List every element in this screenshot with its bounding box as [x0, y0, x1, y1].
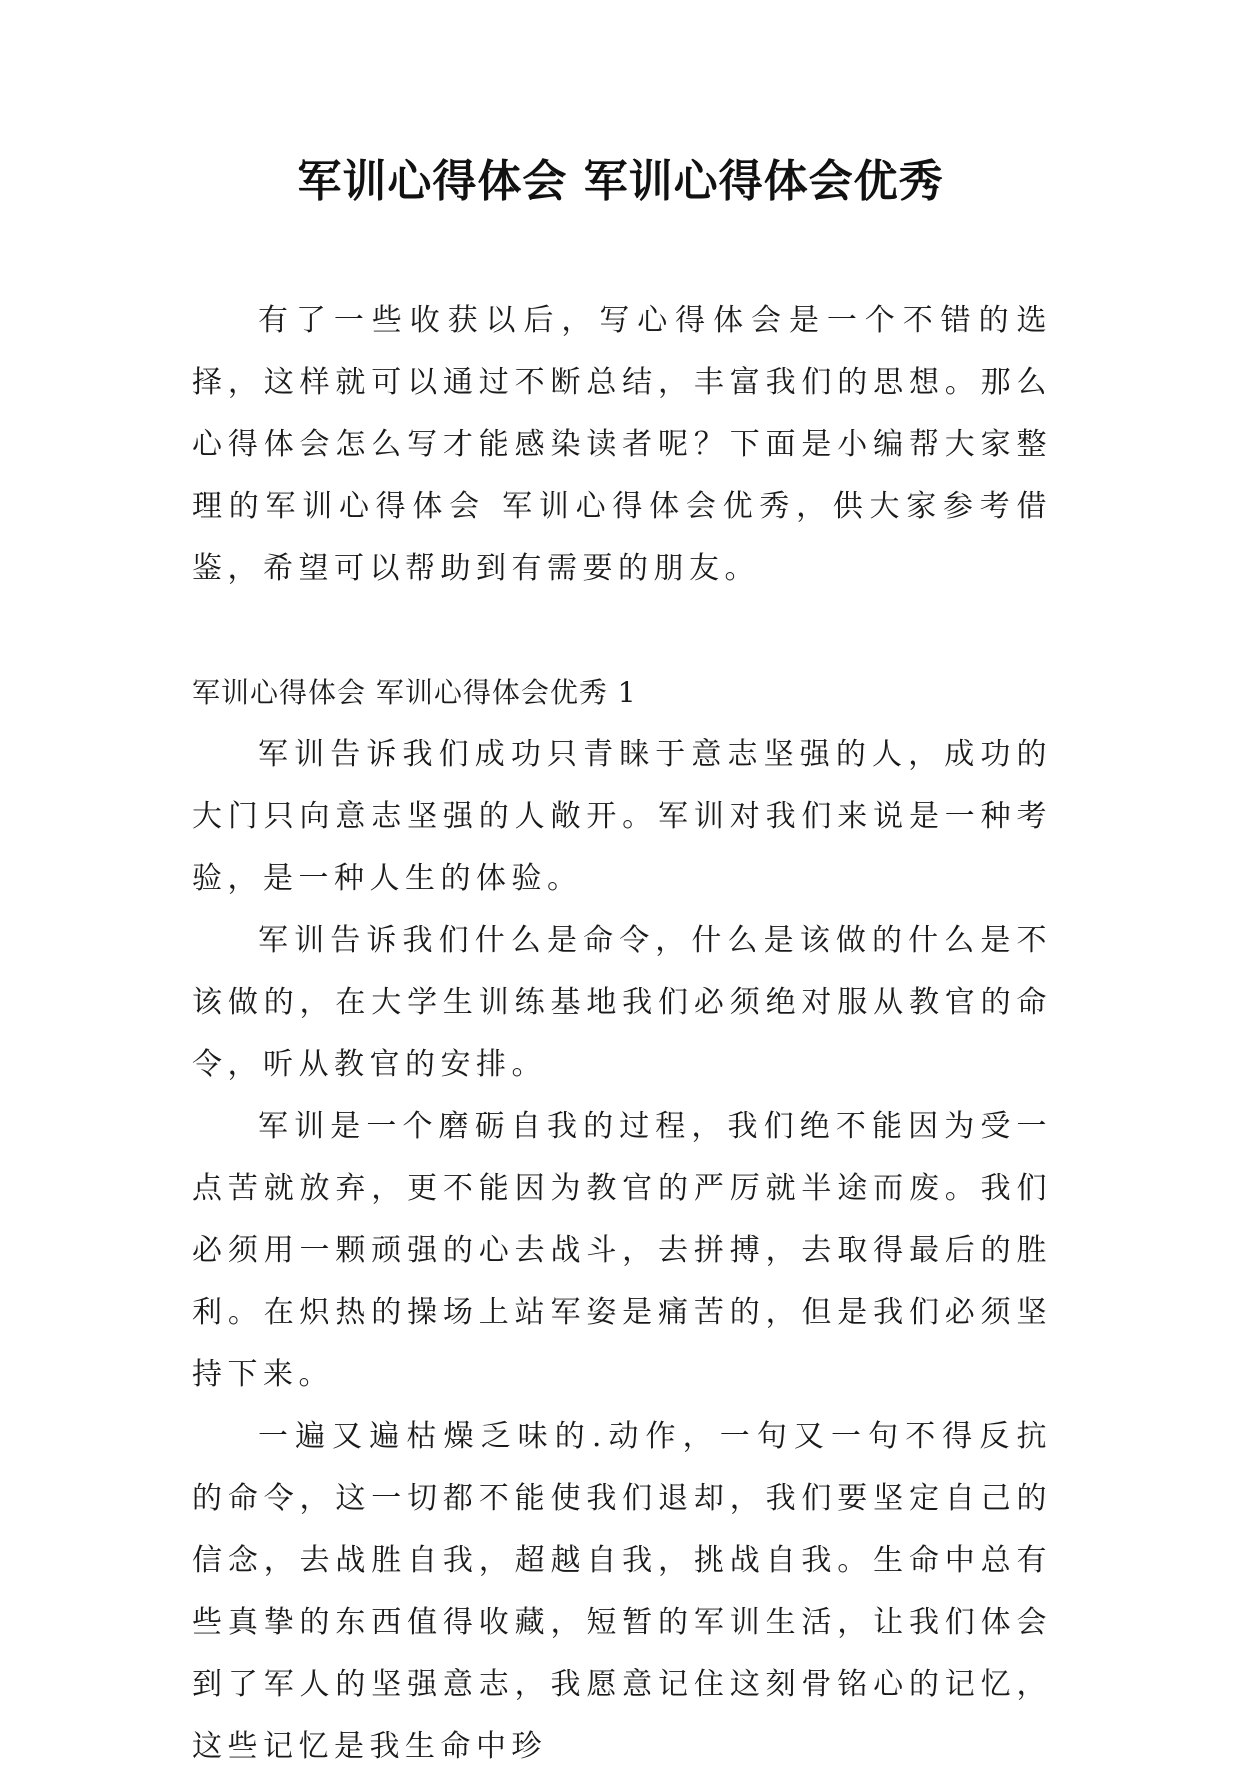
body-paragraph: 军训告诉我们成功只青睐于意志坚强的人，成功的大门只向意志坚强的人敞开。军训对我们来说是一种考验，是一种人生的体验。	[192, 737, 1052, 896]
document-title: 军训心得体会 军训心得体会优秀	[297, 156, 944, 207]
intro-paragraph: 有了一些收获以后，写心得体会是一个不错的选择，这样就可以通过不断总结，丰富我们的思想。那么心得体会怎么写才能感染读者呢？下面是小编帮大家整理的军训心得体会 军训心得体会优秀，供大家参考借鉴，希望可以帮助到有需要的朋友。	[192, 303, 1052, 586]
body-paragraph: 一遍又遍枯燥乏味的.动作，一句又一句不得反抗的命令，这一切都不能使我们退却，我们要坚定自己的信念，去战胜自我，超越自我，挑战自我。生命中总有些真挚的东西值得收藏，短暂的军训生活，让我们体会到了军人的坚强意志，我愿意记住这刻骨铭心的记忆，这些记忆是我生命中珍	[192, 1419, 1052, 1764]
body-paragraph: 军训告诉我们什么是命令，什么是该做的什么是不该做的，在大学生训练基地我们必须绝对服从教官的命令，听从教官的安排。	[192, 923, 1052, 1082]
document-body	[192, 290, 1052, 1778]
body-paragraph: 军训是一个磨砺自我的过程，我们绝不能因为受一点苦就放弃，更不能因为教官的严厉就半途而废。我们必须用一颗顽强的心去战斗，去拼搏，去取得最后的胜利。在炽热的操场上站军姿是痛苦的，但是我们必须坚持下来。	[192, 1109, 1052, 1392]
section-heading: 军训心得体会 军训心得体会优秀 1	[192, 676, 637, 709]
